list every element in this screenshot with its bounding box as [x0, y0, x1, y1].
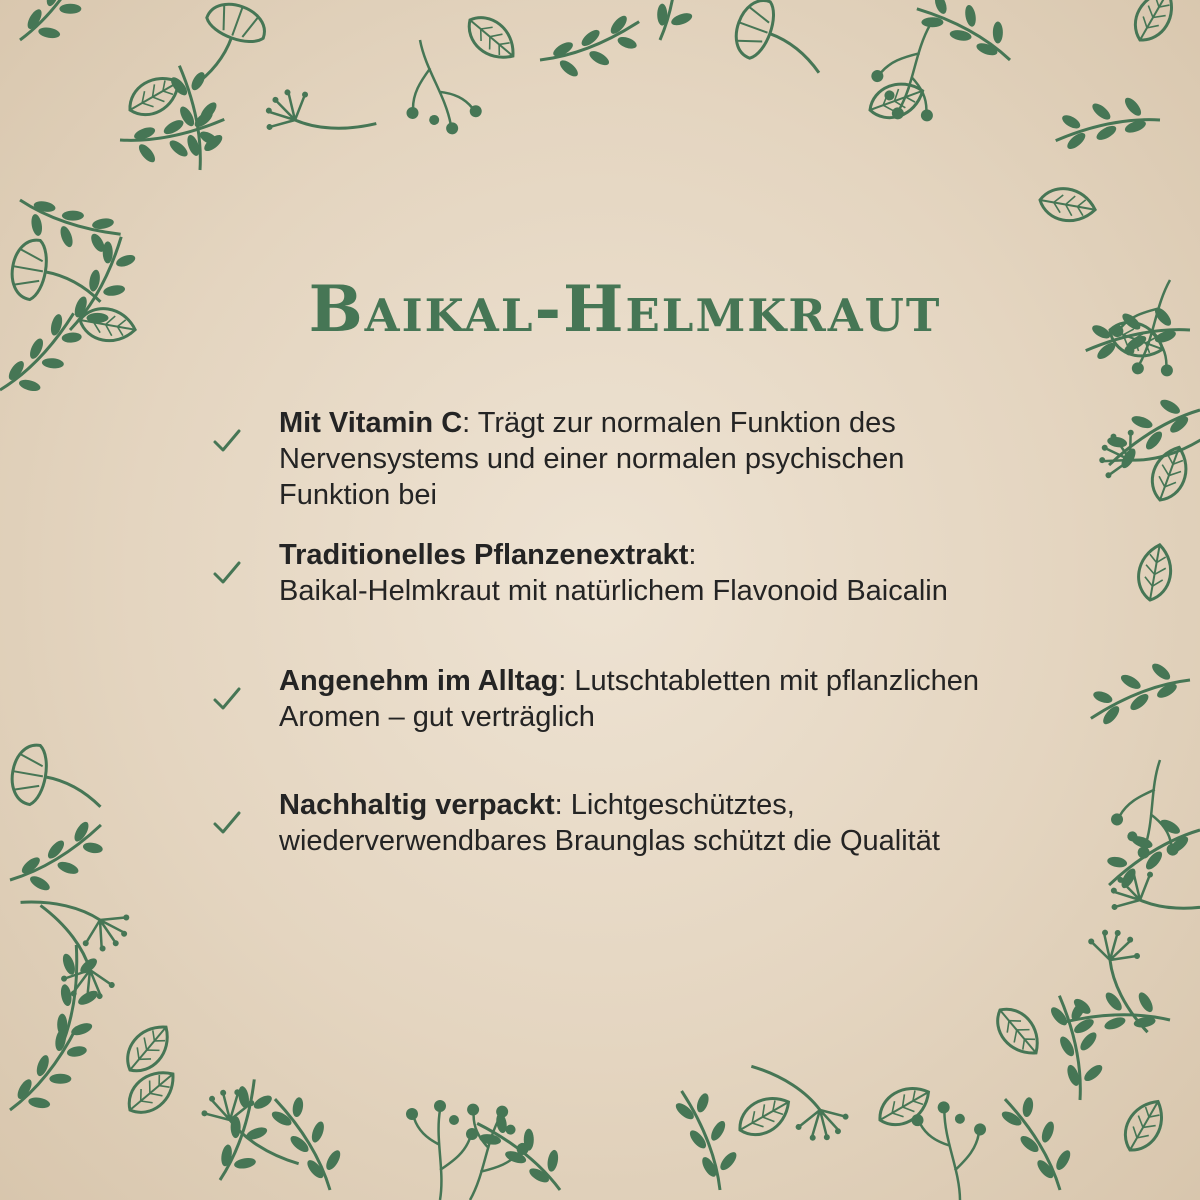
check-icon — [212, 560, 242, 586]
feature-lead: Traditionelles Pflanzenextrakt — [279, 539, 689, 571]
feature-text: Angenehm im Alltag: Lutschtabletten mit pflanzlichen Aromen – gut verträglich — [279, 665, 980, 733]
feature-description: Baikal-Helmkraut mit natürlichem Flavonoid Baicalin — [279, 575, 948, 607]
feature-lead: Nachhaltig verpackt — [279, 789, 555, 821]
page-title: Baikal-Helmkraut — [308, 272, 942, 347]
feature-lead: Angenehm im Alltag — [279, 665, 559, 697]
check-icon — [212, 810, 242, 836]
feature-description: Trägt zur normalen Funktion des Nervensystems und einer normalen psychischen Funktion bei — [279, 407, 905, 511]
check-icon — [212, 428, 242, 454]
feature-text: Nachhaltig verpackt: Lichtgeschütztes, wiederverwendbares Braunglas schützt die Qualität — [279, 789, 940, 857]
feature-description: Lichtgeschütztes, wiederverwendbares Braunglas schützt die Qualität — [279, 789, 940, 857]
feature-text: Traditionelles Pflanzenextrakt: Baikal-Helmkraut mit natürlichem Flavonoid Baicalin — [279, 539, 948, 607]
feature-text: Mit Vitamin C: Trägt zur normalen Funktion des Nervensystems und einer normalen psychischen Funktion bei — [279, 407, 905, 511]
feature-lead: Mit Vitamin C — [279, 407, 463, 439]
check-icon — [212, 686, 242, 712]
feature-description: Lutschtabletten mit pflanzlichen Aromen – gut verträglich — [279, 665, 980, 733]
